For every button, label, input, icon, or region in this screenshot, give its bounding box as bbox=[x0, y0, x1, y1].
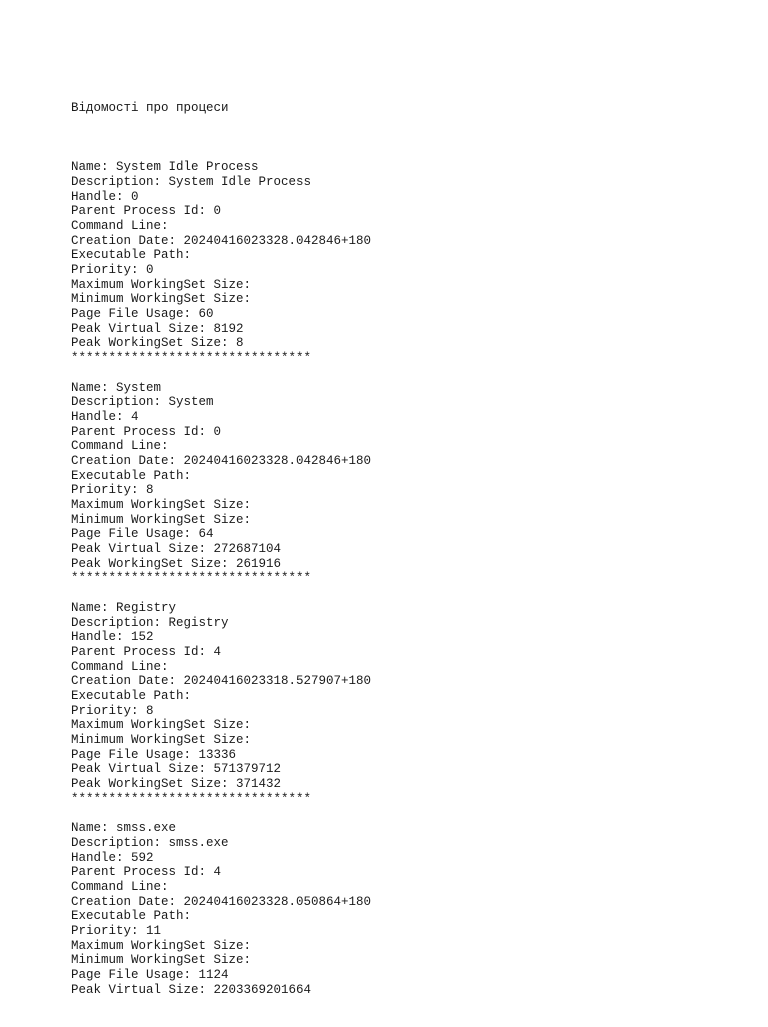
field-label: Description: bbox=[71, 615, 169, 630]
field-label: Creation Date: bbox=[71, 453, 184, 468]
field-value: 0 bbox=[131, 189, 139, 204]
field-label: Page File Usage: bbox=[71, 747, 199, 762]
field-value: 0 bbox=[213, 204, 222, 219]
field-label: Page File Usage: bbox=[71, 527, 199, 542]
field-peak-virtual-size bbox=[71, 983, 371, 998]
field-label: Priority: bbox=[71, 263, 147, 277]
field-min-workingset-size bbox=[71, 733, 371, 748]
field-creation-date bbox=[71, 234, 371, 249]
field-value: System Idle Process bbox=[116, 160, 259, 175]
field-value: 64 bbox=[198, 527, 214, 542]
process-list bbox=[71, 160, 371, 997]
field-handle bbox=[71, 410, 371, 425]
separator-line: ******************************** bbox=[71, 571, 312, 586]
field-label: Minimum WorkingSet Size: bbox=[71, 292, 259, 307]
field-label: Handle: bbox=[71, 630, 132, 645]
field-creation-date bbox=[71, 454, 371, 469]
process-entry bbox=[71, 821, 371, 997]
field-label: Peak Virtual Size: bbox=[71, 762, 214, 777]
field-label: Description: bbox=[71, 174, 169, 189]
field-description bbox=[71, 395, 371, 410]
field-description bbox=[71, 175, 371, 190]
field-value: Registry bbox=[168, 615, 229, 630]
field-label: Creation Date: bbox=[71, 894, 184, 909]
field-priority bbox=[71, 704, 371, 719]
field-parent-process-id bbox=[71, 425, 371, 440]
field-label: Peak WorkingSet Size: bbox=[71, 336, 237, 351]
field-label: Name: bbox=[71, 380, 117, 395]
field-page-file-usage bbox=[71, 968, 371, 983]
field-value: 20240416023328.042846+180 bbox=[183, 233, 372, 248]
field-label: Maximum WorkingSet Size: bbox=[71, 938, 259, 953]
field-executable-path bbox=[71, 248, 371, 263]
field-value: 0 bbox=[146, 263, 154, 277]
field-peak-virtual-size bbox=[71, 762, 371, 777]
field-value: 8192 bbox=[213, 321, 244, 336]
field-value: 4 bbox=[213, 865, 222, 880]
field-label: Handle: bbox=[71, 189, 132, 204]
field-label: Handle: bbox=[71, 409, 132, 424]
field-value: Registry bbox=[116, 600, 177, 615]
field-value: 4 bbox=[213, 644, 222, 659]
field-value: 20240416023328.050864+180 bbox=[183, 894, 372, 909]
field-label: Minimum WorkingSet Size: bbox=[71, 512, 259, 527]
field-label: Executable Path: bbox=[71, 468, 199, 483]
field-label: Minimum WorkingSet Size: bbox=[71, 953, 259, 968]
field-executable-path bbox=[71, 909, 371, 924]
process-report bbox=[71, 72, 371, 1027]
field-command-line bbox=[71, 439, 371, 454]
field-peak-workingset-size bbox=[71, 557, 371, 572]
field-executable-path bbox=[71, 469, 371, 484]
field-value: 592 bbox=[131, 850, 154, 865]
field-label: Parent Process Id: bbox=[71, 204, 214, 219]
field-command-line bbox=[71, 660, 371, 675]
process-entry bbox=[71, 601, 371, 807]
field-label: Name: bbox=[71, 160, 117, 175]
field-label: Parent Process Id: bbox=[71, 424, 214, 439]
field-label: Command Line: bbox=[71, 218, 177, 233]
field-name bbox=[71, 160, 371, 175]
field-label: Maximum WorkingSet Size: bbox=[71, 498, 259, 512]
field-peak-workingset-size bbox=[71, 336, 371, 351]
field-parent-process-id bbox=[71, 865, 371, 880]
field-label: Parent Process Id: bbox=[71, 644, 214, 659]
field-label: Maximum WorkingSet Size: bbox=[71, 718, 259, 733]
field-description bbox=[71, 836, 371, 851]
field-page-file-usage bbox=[71, 527, 371, 542]
field-label: Page File Usage: bbox=[71, 968, 199, 982]
field-value: 272687104 bbox=[213, 542, 282, 557]
field-label: Priority: bbox=[71, 703, 147, 718]
field-executable-path bbox=[71, 689, 371, 704]
field-label: Executable Path: bbox=[71, 909, 199, 924]
field-creation-date bbox=[71, 895, 371, 910]
field-command-line bbox=[71, 219, 371, 234]
field-value: 8 bbox=[236, 336, 244, 351]
field-value: 261916 bbox=[236, 556, 282, 571]
field-value: 571379712 bbox=[213, 762, 282, 777]
field-label: Parent Process Id: bbox=[71, 865, 214, 880]
field-label: Peak Virtual Size: bbox=[71, 542, 214, 557]
field-page-file-usage bbox=[71, 307, 371, 322]
field-label: Executable Path: bbox=[71, 688, 199, 703]
field-name bbox=[71, 601, 371, 616]
field-label: Executable Path: bbox=[71, 248, 199, 263]
field-label: Name: bbox=[71, 821, 117, 836]
field-page-file-usage bbox=[71, 748, 371, 763]
field-value: smss.exe bbox=[116, 821, 177, 836]
field-value: 152 bbox=[131, 630, 154, 645]
field-label: Peak Virtual Size: bbox=[71, 982, 214, 997]
field-label: Maximum WorkingSet Size: bbox=[71, 277, 259, 292]
field-max-workingset-size bbox=[71, 939, 371, 954]
field-min-workingset-size bbox=[71, 953, 371, 968]
field-max-workingset-size bbox=[71, 498, 371, 513]
field-handle bbox=[71, 190, 371, 205]
field-label: Minimum WorkingSet Size: bbox=[71, 733, 259, 747]
field-priority bbox=[71, 263, 371, 278]
field-label: Description: bbox=[71, 835, 169, 850]
field-creation-date bbox=[71, 674, 371, 689]
process-entry bbox=[71, 160, 371, 366]
field-value: 8 bbox=[146, 483, 154, 498]
field-peak-virtual-size bbox=[71, 542, 371, 557]
field-value: 8 bbox=[146, 703, 154, 718]
field-label: Command Line: bbox=[71, 879, 177, 894]
field-value: System bbox=[168, 395, 214, 410]
field-name bbox=[71, 381, 371, 396]
field-parent-process-id bbox=[71, 645, 371, 660]
field-label: Peak WorkingSet Size: bbox=[71, 777, 237, 792]
field-max-workingset-size bbox=[71, 718, 371, 733]
field-peak-workingset-size bbox=[71, 777, 371, 792]
field-value: 60 bbox=[198, 307, 214, 322]
field-label: Peak Virtual Size: bbox=[71, 321, 214, 336]
field-handle bbox=[71, 851, 371, 866]
field-value: smss.exe bbox=[168, 835, 229, 850]
report-title: Відомості про процеси bbox=[71, 101, 229, 116]
field-handle bbox=[71, 630, 371, 645]
field-value: 1124 bbox=[198, 968, 229, 982]
field-value: 20240416023318.527907+180 bbox=[183, 674, 372, 689]
field-label: Handle: bbox=[71, 850, 132, 865]
field-min-workingset-size bbox=[71, 292, 371, 307]
process-entry bbox=[71, 381, 371, 587]
field-command-line bbox=[71, 880, 371, 895]
field-label: Page File Usage: bbox=[71, 307, 199, 322]
field-parent-process-id bbox=[71, 204, 371, 219]
field-name bbox=[71, 821, 371, 836]
field-value: System bbox=[116, 380, 162, 395]
field-label: Priority: bbox=[71, 483, 147, 498]
field-priority bbox=[71, 483, 371, 498]
field-value: 0 bbox=[213, 424, 222, 439]
field-value: System Idle Process bbox=[168, 174, 312, 189]
field-label: Name: bbox=[71, 600, 117, 615]
field-min-workingset-size bbox=[71, 513, 371, 528]
field-priority bbox=[71, 924, 371, 939]
separator-line: ******************************** bbox=[71, 791, 312, 806]
field-max-workingset-size bbox=[71, 278, 371, 293]
field-value: 13336 bbox=[198, 747, 237, 762]
separator-line: ******************************** bbox=[71, 351, 312, 366]
field-value: 4 bbox=[131, 409, 139, 424]
field-description bbox=[71, 616, 371, 631]
field-value: 2203369201664 bbox=[213, 982, 312, 997]
field-label: Description: bbox=[71, 395, 169, 410]
field-label: Creation Date: bbox=[71, 674, 184, 689]
field-value: 20240416023328.042846+180 bbox=[183, 453, 372, 468]
field-peak-virtual-size bbox=[71, 322, 371, 337]
field-value: 11 bbox=[146, 923, 162, 938]
field-value: 371432 bbox=[236, 777, 282, 792]
field-label: Creation Date: bbox=[71, 233, 184, 248]
field-label: Peak WorkingSet Size: bbox=[71, 556, 237, 571]
field-label: Command Line: bbox=[71, 659, 177, 674]
field-label: Priority: bbox=[71, 923, 147, 938]
field-label: Command Line: bbox=[71, 439, 177, 454]
